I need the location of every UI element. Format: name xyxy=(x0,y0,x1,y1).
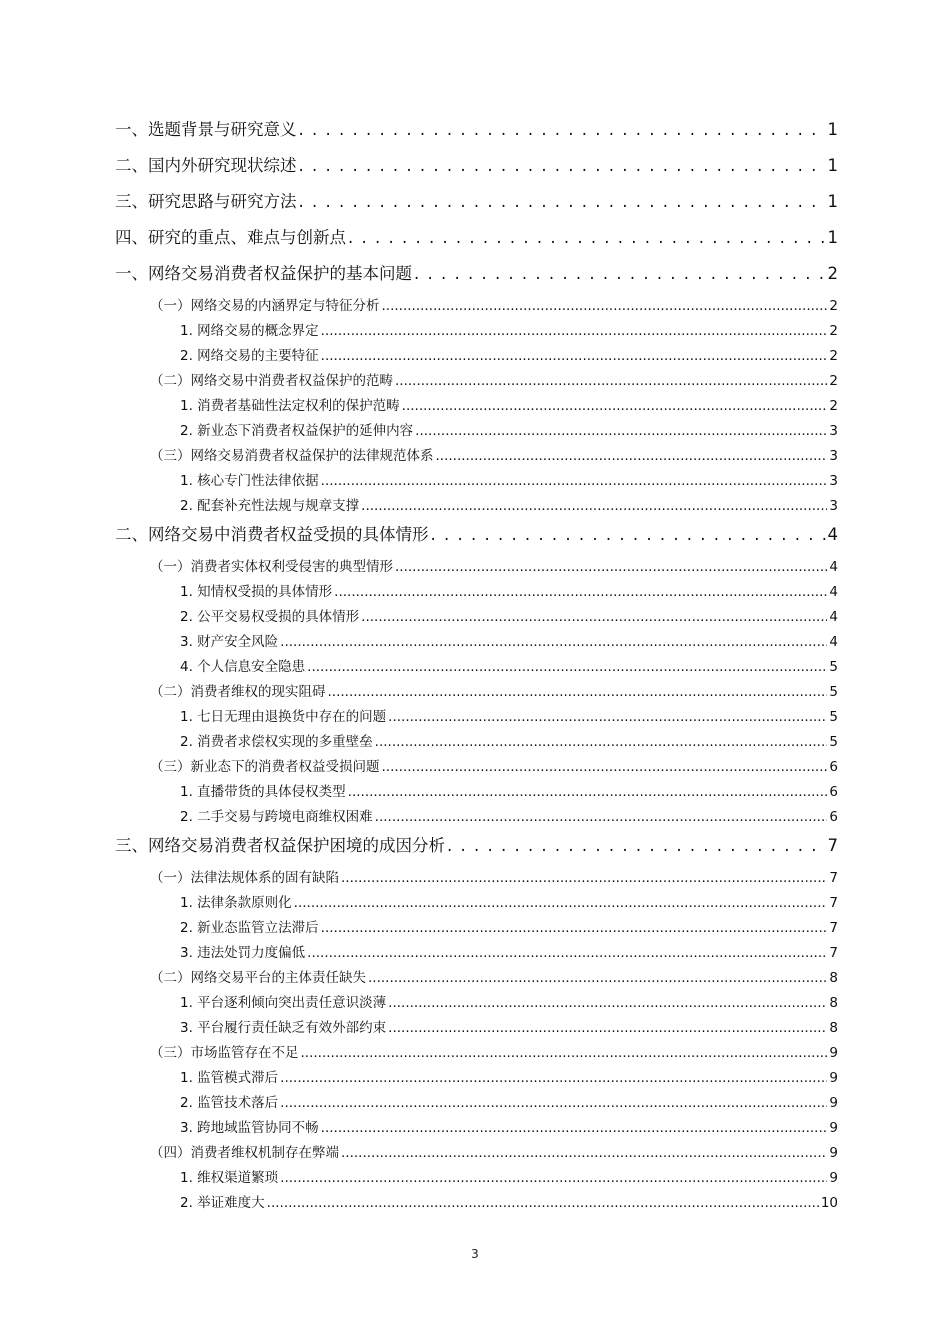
toc-entry-page: 4 xyxy=(829,559,838,575)
toc-entry-title: （二）网络交易中消费者权益保护的范畴 xyxy=(150,373,393,389)
toc-entry-title: 2. 新业态下消费者权益保护的延伸内容 xyxy=(180,423,414,439)
toc-entry-level-3[interactable] xyxy=(115,783,838,808)
toc-entry-level-3[interactable] xyxy=(115,1019,838,1044)
dot-leader xyxy=(280,633,827,651)
toc-entry-title: （四）消费者维权机制存在弊端 xyxy=(150,1145,339,1161)
toc-entry-level-1[interactable] xyxy=(115,522,838,558)
toc-entry-page: 7 xyxy=(829,920,838,936)
toc-entry-level-3[interactable] xyxy=(115,808,838,833)
toc-entry-level-2[interactable] xyxy=(115,758,838,783)
toc-entry-level-3[interactable] xyxy=(115,1094,838,1119)
toc-entry-title: 2. 监管技术落后 xyxy=(180,1095,279,1111)
dot-leader xyxy=(375,808,828,826)
toc-entry-level-1[interactable] xyxy=(115,261,838,297)
dot-leader xyxy=(388,1019,827,1037)
toc-entry-title: 2. 网络交易的主要特征 xyxy=(180,348,319,364)
toc-entry-title: 三、网络交易消费者权益保护困境的成因分析 xyxy=(115,836,445,855)
toc-entry-level-2[interactable] xyxy=(115,1144,838,1169)
toc-entry-level-3[interactable] xyxy=(115,894,838,919)
dot-leader xyxy=(321,1119,828,1137)
toc-entry-level-3[interactable] xyxy=(115,1069,838,1094)
toc-entry-page: 9 xyxy=(829,1070,838,1086)
dot-leader xyxy=(361,608,827,626)
dot-leader xyxy=(341,869,827,887)
toc-entry-page: 2 xyxy=(829,373,838,389)
toc-entry-page: 1 xyxy=(827,192,838,211)
toc-entry-title: 2. 消费者求偿权实现的多重壁垒 xyxy=(180,734,373,750)
toc-entry-level-2[interactable] xyxy=(115,1044,838,1069)
toc-entry-level-3[interactable] xyxy=(115,347,838,372)
toc-entry-page: 4 xyxy=(829,609,838,625)
toc-entry-page: 2 xyxy=(829,348,838,364)
dot-leader xyxy=(280,1169,827,1187)
dot-leader xyxy=(382,758,828,776)
toc-entry-title: 3. 违法处罚力度偏低 xyxy=(180,945,306,961)
toc-entry-level-2[interactable] xyxy=(115,683,838,708)
dot-leader xyxy=(348,227,826,249)
toc-entry-level-3[interactable] xyxy=(115,322,838,347)
toc-entry-title: 1. 消费者基础性法定权利的保护范畴 xyxy=(180,398,400,414)
toc-entry-page: 1 xyxy=(827,156,838,175)
toc-entry-title: 2. 二手交易与跨境电商维权困难 xyxy=(180,809,373,825)
dot-leader xyxy=(395,558,827,576)
toc-entry-title: 1. 监管模式滞后 xyxy=(180,1070,279,1086)
toc-entry-title: 三、研究思路与研究方法 xyxy=(115,192,297,211)
toc-entry-page: 6 xyxy=(829,809,838,825)
dot-leader xyxy=(395,372,827,390)
toc-entry-page: 1 xyxy=(827,228,838,247)
toc-entry-level-3[interactable] xyxy=(115,658,838,683)
dot-leader xyxy=(321,347,828,365)
dot-leader xyxy=(294,894,828,912)
toc-entry-level-3[interactable] xyxy=(115,708,838,733)
dot-leader xyxy=(299,155,826,177)
dot-leader xyxy=(280,1094,827,1112)
toc-entry-title: 1. 知情权受损的具体情形 xyxy=(180,584,333,600)
toc-entry-title: 3. 平台履行责任缺乏有效外部约束 xyxy=(180,1020,387,1036)
toc-entry-page: 4 xyxy=(827,525,838,544)
toc-entry-title: （二）网络交易平台的主体责任缺失 xyxy=(150,970,366,986)
toc-entry-title: 1. 七日无理由退换货中存在的问题 xyxy=(180,709,387,725)
toc-entry-level-3[interactable] xyxy=(115,583,838,608)
toc-entry-page: 5 xyxy=(829,734,838,750)
toc-entry-level-1[interactable] xyxy=(115,225,838,261)
dot-leader xyxy=(348,783,828,801)
toc-entry-level-3[interactable] xyxy=(115,733,838,758)
toc-entry-page: 8 xyxy=(829,1020,838,1036)
toc-entry-title: 四、研究的重点、难点与创新点 xyxy=(115,228,346,247)
dot-leader xyxy=(307,944,827,962)
dot-leader xyxy=(415,422,827,440)
toc-entry-level-3[interactable] xyxy=(115,497,838,522)
toc-entry-level-2[interactable] xyxy=(115,447,838,472)
dot-leader xyxy=(267,1194,819,1212)
toc-entry-level-2[interactable] xyxy=(115,372,838,397)
toc-entry-level-3[interactable] xyxy=(115,1194,838,1219)
dot-leader xyxy=(301,1044,828,1062)
toc-entry-page: 9 xyxy=(829,1095,838,1111)
toc-entry-title: 3. 财产安全风险 xyxy=(180,634,279,650)
toc-entry-level-3[interactable] xyxy=(115,994,838,1019)
dot-leader xyxy=(375,733,828,751)
toc-entry-title: 一、网络交易消费者权益保护的基本问题 xyxy=(115,264,412,283)
dot-leader xyxy=(361,497,827,515)
toc-entry-title: 二、国内外研究现状综述 xyxy=(115,156,297,175)
toc-entry-title: 1. 法律条款原则化 xyxy=(180,895,292,911)
dot-leader xyxy=(431,524,826,546)
toc-entry-title: 4. 个人信息安全隐患 xyxy=(180,659,306,675)
toc-entry-level-3[interactable] xyxy=(115,1169,838,1194)
toc-entry-page: 7 xyxy=(829,895,838,911)
dot-leader xyxy=(321,472,828,490)
dot-leader xyxy=(414,263,826,285)
toc-entry-page: 9 xyxy=(829,1045,838,1061)
toc-entry-page: 2 xyxy=(827,264,838,283)
toc-entry-level-2[interactable] xyxy=(115,869,838,894)
toc-entry-title: 二、网络交易中消费者权益受损的具体情形 xyxy=(115,525,429,544)
toc-entry-page: 5 xyxy=(829,659,838,675)
toc-entry-page: 6 xyxy=(829,759,838,775)
toc-entry-level-1[interactable] xyxy=(115,833,838,869)
toc-entry-level-3[interactable] xyxy=(115,472,838,497)
toc-entry-page: 7 xyxy=(827,836,838,855)
dot-leader xyxy=(447,835,826,857)
dot-leader xyxy=(321,919,828,937)
toc-entry-level-3[interactable] xyxy=(115,608,838,633)
toc-entry-title: （一）法律法规体系的固有缺陷 xyxy=(150,870,339,886)
toc-entry-page: 10 xyxy=(820,1195,838,1211)
dot-leader xyxy=(321,322,828,340)
toc-entry-title: （一）网络交易的内涵界定与特征分析 xyxy=(150,298,380,314)
page-number: 3 xyxy=(471,1247,479,1261)
toc-entry-page: 8 xyxy=(829,995,838,1011)
toc-entry-page: 8 xyxy=(829,970,838,986)
toc-entry-title: （二）消费者维权的现实阻碍 xyxy=(150,684,326,700)
dot-leader xyxy=(280,1069,827,1087)
toc-entry-title: 2. 举证难度大 xyxy=(180,1195,265,1211)
toc-entry-page: 4 xyxy=(829,634,838,650)
toc-entry-page: 4 xyxy=(829,584,838,600)
toc-entry-title: （三）新业态下的消费者权益受损问题 xyxy=(150,759,380,775)
toc-entry-level-2[interactable] xyxy=(115,558,838,583)
toc-entry-level-3[interactable] xyxy=(115,1119,838,1144)
toc-entry-level-3[interactable] xyxy=(115,422,838,447)
toc-entry-level-3[interactable] xyxy=(115,397,838,422)
toc-entry-page: 3 xyxy=(829,448,838,464)
toc-entry-page: 3 xyxy=(829,473,838,489)
toc-entry-level-1[interactable] xyxy=(115,153,838,189)
dot-leader xyxy=(388,994,827,1012)
toc-entry-page: 2 xyxy=(829,298,838,314)
toc-entry-title: 1. 直播带货的具体侵权类型 xyxy=(180,784,346,800)
dot-leader xyxy=(307,658,827,676)
toc-entry-level-3[interactable] xyxy=(115,944,838,969)
toc-entry-page: 1 xyxy=(827,120,838,139)
dot-leader xyxy=(368,969,827,987)
toc-entry-page: 6 xyxy=(829,784,838,800)
dot-leader xyxy=(299,191,826,213)
toc-entry-page: 2 xyxy=(829,323,838,339)
toc-entry-page: 7 xyxy=(829,870,838,886)
toc-entry-level-3[interactable] xyxy=(115,919,838,944)
toc-entry-level-3[interactable] xyxy=(115,633,838,658)
toc-entry-page: 9 xyxy=(829,1120,838,1136)
toc-entry-title: 1. 平台逐利倾向突出责任意识淡薄 xyxy=(180,995,387,1011)
toc-entry-title: 3. 跨地域监管协同不畅 xyxy=(180,1120,319,1136)
toc-entry-title: 一、选题背景与研究意义 xyxy=(115,120,297,139)
table-of-contents xyxy=(115,117,838,1219)
toc-entry-title: 1. 维权渠道繁琐 xyxy=(180,1170,279,1186)
dot-leader xyxy=(299,119,826,141)
dot-leader xyxy=(402,397,828,415)
toc-entry-level-1[interactable] xyxy=(115,117,838,153)
toc-entry-title: 2. 新业态监管立法滞后 xyxy=(180,920,319,936)
toc-entry-title: （三）市场监管存在不足 xyxy=(150,1045,299,1061)
dot-leader xyxy=(388,708,827,726)
dot-leader xyxy=(334,583,827,601)
dot-leader xyxy=(436,447,828,465)
toc-entry-page: 3 xyxy=(829,423,838,439)
dot-leader xyxy=(328,683,828,701)
toc-entry-title: （一）消费者实体权利受侵害的典型情形 xyxy=(150,559,393,575)
toc-entry-page: 2 xyxy=(829,398,838,414)
toc-entry-page: 9 xyxy=(829,1170,838,1186)
toc-entry-title: 2. 配套补充性法规与规章支撑 xyxy=(180,498,360,514)
toc-entry-level-2[interactable] xyxy=(115,969,838,994)
toc-entry-level-2[interactable] xyxy=(115,297,838,322)
toc-entry-title: 1. 网络交易的概念界定 xyxy=(180,323,319,339)
dot-leader xyxy=(382,297,828,315)
toc-entry-page: 5 xyxy=(829,684,838,700)
dot-leader xyxy=(341,1144,827,1162)
toc-entry-title: 2. 公平交易权受损的具体情形 xyxy=(180,609,360,625)
toc-entry-title: 1. 核心专门性法律依据 xyxy=(180,473,319,489)
toc-entry-level-1[interactable] xyxy=(115,189,838,225)
toc-entry-page: 9 xyxy=(829,1145,838,1161)
toc-entry-page: 5 xyxy=(829,709,838,725)
toc-entry-page: 3 xyxy=(829,498,838,514)
toc-entry-title: （三）网络交易消费者权益保护的法律规范体系 xyxy=(150,448,434,464)
toc-entry-page: 7 xyxy=(829,945,838,961)
